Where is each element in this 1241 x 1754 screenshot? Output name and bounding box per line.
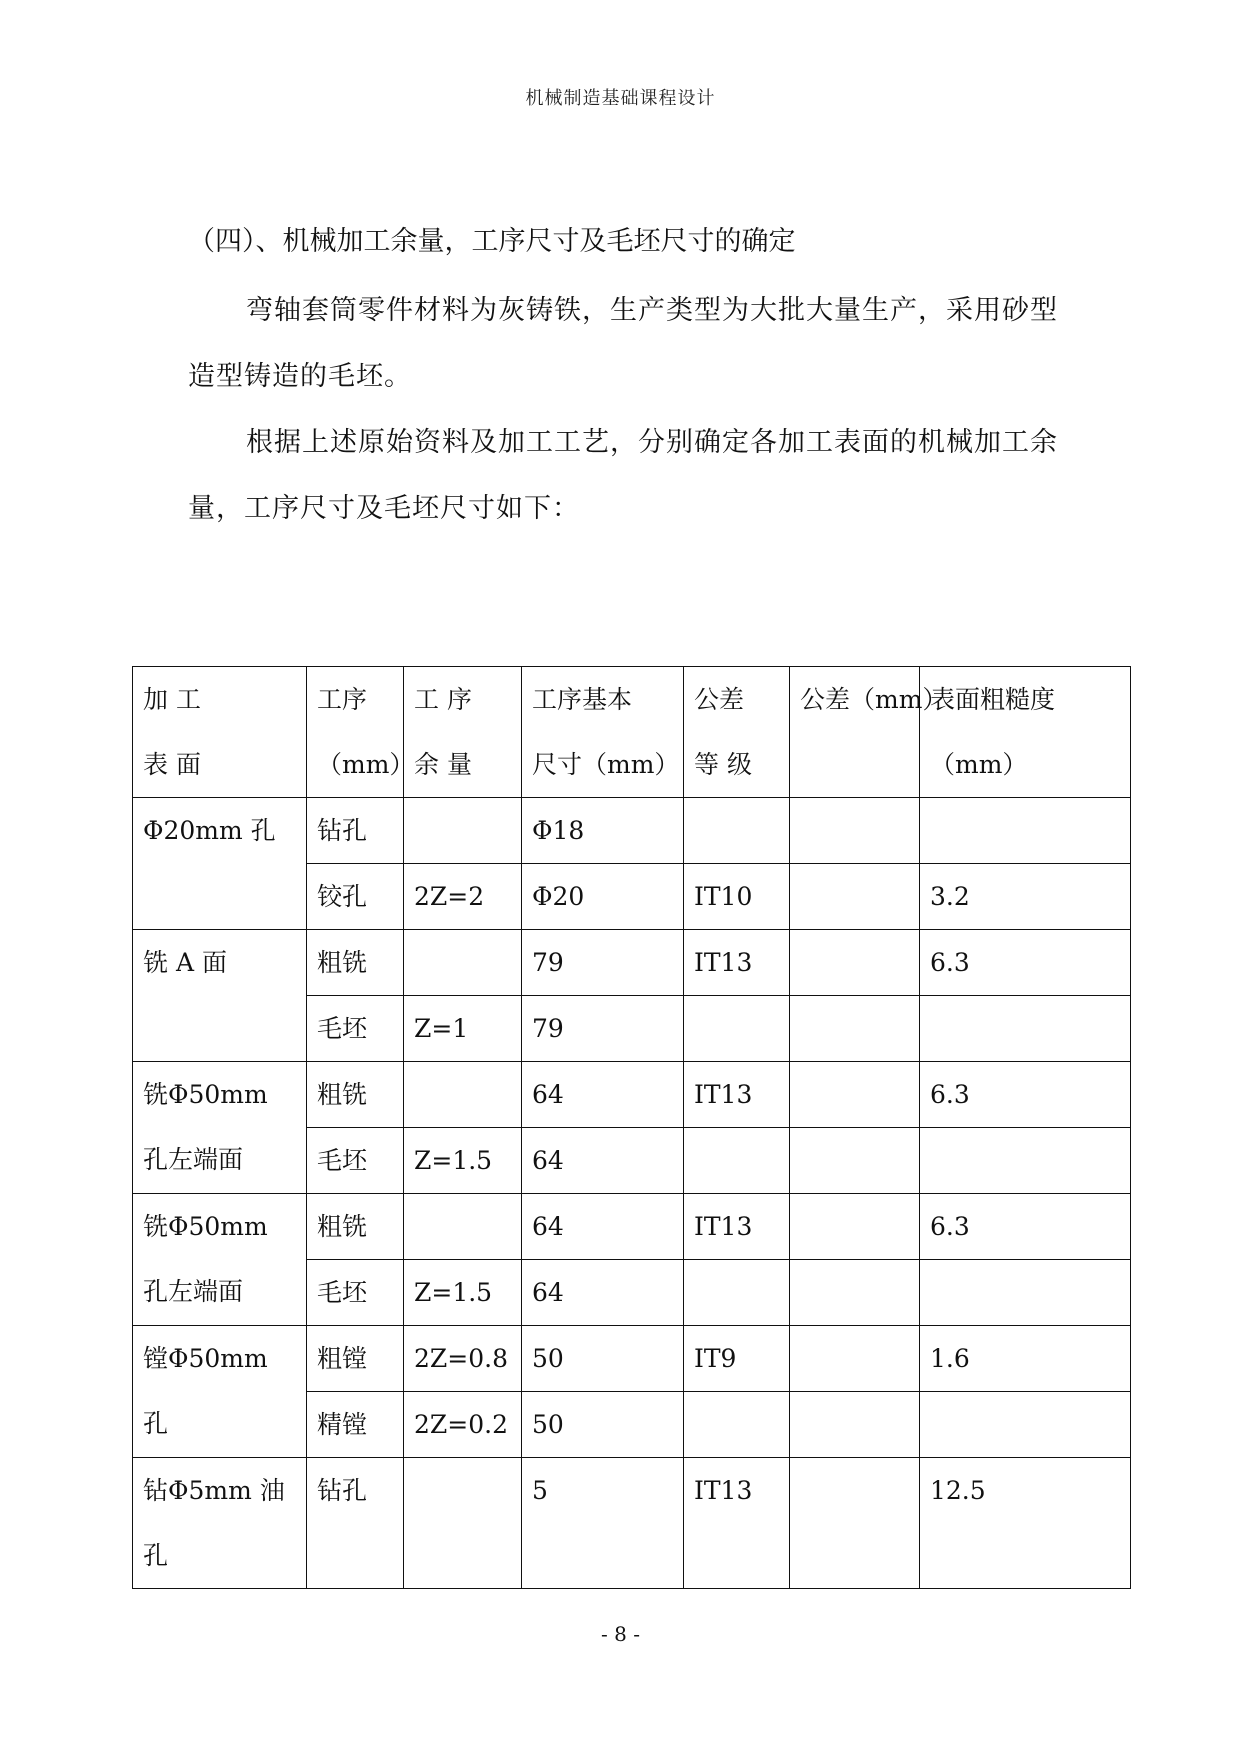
table-cell-text: 2Z=0.2 [414,1410,508,1439]
table-cell-text: IT13 [694,948,753,977]
table-cell-text: 64 [532,1080,564,1109]
table-cell-size [522,996,684,1062]
table-cell-text: 毛坯 [317,1278,368,1307]
table-cell-text: 5 [532,1476,548,1505]
table-cell-grade [684,1458,790,1589]
surface-cell [133,1062,307,1194]
table-cell-text: 毛坯 [317,1146,368,1175]
table-cell-text: 粗铣 [317,1212,368,1241]
table-cell-text: Z=1.5 [414,1278,493,1307]
table-cell-text: 2Z=2 [414,882,485,911]
table-cell-size [522,1326,684,1392]
table-cell-text: 钻孔 [317,816,368,845]
table-cell-text: 12.5 [930,1476,986,1505]
surface-cell [133,930,307,1062]
table-cell-text: 粗镗 [317,1344,368,1373]
table-cell-text: 2Z=0.8 [414,1344,508,1373]
surface-cell-text: 孔 [143,1541,169,1570]
table-header-cell-text: 工序基本 [532,685,633,714]
surface-cell-text: 孔左端面 [143,1145,244,1174]
table-cell-text: IT10 [694,882,753,911]
surface-cell-text: 铣 A 面 [143,948,227,977]
table-row [133,1062,1131,1128]
table-row [133,798,1131,864]
table-cell-roughness [920,1062,1131,1128]
page-header-title: 机械制造基础课程设计 [525,88,716,109]
table-cell-allowance [404,930,522,996]
table-cell-tolerance [790,1326,920,1392]
surface-cell [133,1458,307,1589]
surface-cell-text: 孔 [143,1409,169,1438]
table-cell-roughness [920,864,1131,930]
table-cell-grade [684,864,790,930]
table-header-cell-text: 工序 [317,685,368,714]
table-cell-roughness [920,1326,1131,1392]
table-cell-grade [684,1194,790,1260]
table-row [133,1326,1131,1392]
page-number: - 8 - [601,1622,640,1646]
table-cell-text: 6.3 [930,948,970,977]
table-cell-allowance [404,864,522,930]
table-cell-text: IT13 [694,1212,753,1241]
table-cell-text: 毛坯 [317,1014,368,1043]
table-header-cell [920,667,1131,798]
table-cell-roughness [920,1392,1131,1458]
body-paragraph: 根据上述原始资料及加工工艺，分别确定各加工表面的机械加工余量，工序尺寸及毛坯尺寸如下： [188,427,1058,524]
table-cell-text: IT13 [694,1080,753,1109]
table-header-cell-text: 工 序 [414,685,472,714]
table-cell-text: 精镗 [317,1410,368,1439]
table-cell-roughness [920,1194,1131,1260]
table-cell-process [307,1392,404,1458]
table-cell-roughness [920,798,1131,864]
table-cell-tolerance [790,1392,920,1458]
table-cell-grade [684,996,790,1062]
table-cell-process [307,864,404,930]
table-cell-tolerance [790,1062,920,1128]
machining-allowance-table [132,666,1131,1589]
table-cell-roughness [920,1128,1131,1194]
table-cell-tolerance [790,864,920,930]
table-cell-roughness [920,996,1131,1062]
table-cell-text: 粗铣 [317,948,368,977]
table-cell-text: Z=1 [414,1014,469,1043]
table-cell-tolerance [790,930,920,996]
table-cell-grade [684,1326,790,1392]
table-cell-process [307,1194,404,1260]
table-header-cell-text: 表 面 [143,750,201,779]
body-paragraph: 弯轴套筒零件材料为灰铸铁，生产类型为大批大量生产，采用砂型造型铸造的毛坯。 [188,295,1058,392]
table-cell-grade [684,1260,790,1326]
table-cell-text: 3.2 [930,882,970,911]
table-cell-allowance [404,1194,522,1260]
table-header-cell-text: 尺寸（mm） [532,750,680,779]
table-cell-text: 64 [532,1278,564,1307]
surface-cell-text: 镗Φ50mm [143,1344,268,1373]
table-cell-allowance [404,798,522,864]
table-header-cell-text: 余 量 [414,750,472,779]
table-cell-text: IT13 [694,1476,753,1505]
table-cell-grade [684,930,790,996]
table-cell-text: 6.3 [930,1080,970,1109]
surface-cell [133,1326,307,1458]
table-cell-allowance [404,1458,522,1589]
table-header-cell-text: 加 工 [143,685,201,714]
table-header-cell [404,667,522,798]
table-row [133,930,1131,996]
table-cell-grade [684,1128,790,1194]
surface-cell [133,1194,307,1326]
table-cell-text: 粗铣 [317,1080,368,1109]
table-row [133,1194,1131,1260]
table-cell-size [522,864,684,930]
section-heading: （四）、机械加工余量，工序尺寸及毛坯尺寸的确定 [188,226,796,257]
table-cell-text: Z=1.5 [414,1146,493,1175]
table-header-cell-text: （mm） [317,750,415,779]
table-cell-size [522,798,684,864]
table-header-cell-text: 等 级 [694,750,752,779]
table-cell-text: 79 [532,1014,564,1043]
table-cell-tolerance [790,1458,920,1589]
table-cell-text: 1.6 [930,1344,970,1373]
table-cell-tolerance [790,798,920,864]
table-header-cell [307,667,415,798]
table-row [133,1458,1131,1589]
table-cell-text: Φ18 [532,816,585,845]
table-cell-size [522,1128,684,1194]
surface-cell-text: 铣Φ50mm [143,1212,268,1241]
table-cell-size [522,1392,684,1458]
table-cell-text: 50 [532,1410,564,1439]
table-cell-size [522,1194,684,1260]
table-cell-tolerance [790,1194,920,1260]
surface-cell-text: Φ20mm 孔 [143,816,276,845]
table-cell-grade [684,1062,790,1128]
surface-cell-text: 铣Φ50mm [143,1080,268,1109]
table-header-cell [790,667,948,798]
table-header-cell-text: 公差 [694,685,745,714]
table-cell-allowance [404,996,522,1062]
table-cell-text: 64 [532,1212,564,1241]
table-cell-size [522,1458,684,1589]
table-cell-size [522,1260,684,1326]
surface-cell-text: 孔左端面 [143,1277,244,1306]
table-cell-allowance [404,1062,522,1128]
table-cell-process [307,798,404,864]
table-header-cell-text: （mm） [930,750,1028,779]
table-cell-tolerance [790,1128,920,1194]
table-cell-process [307,930,404,996]
surface-cell [133,798,307,930]
table-cell-grade [684,1392,790,1458]
table-header-cell-text: 公差（mm） [800,685,948,714]
surface-cell-text: 钻Φ5mm 油 [143,1476,285,1505]
table-cell-text: 64 [532,1146,564,1175]
table-cell-roughness [920,1260,1131,1326]
table-header-cell-text: 表面粗糙度 [930,685,1056,714]
table-cell-text: 50 [532,1344,564,1373]
table-cell-allowance [404,1260,522,1326]
table-cell-tolerance [790,1260,920,1326]
table-cell-process [307,1062,404,1128]
table-header-row [133,667,1131,798]
table-cell-allowance [404,1128,522,1194]
table-cell-allowance [404,1326,522,1392]
table-header-cell [133,667,307,798]
table-header-cell [522,667,684,798]
table-cell-grade [684,798,790,864]
table-cell-process [307,1260,404,1326]
table-cell-tolerance [790,996,920,1062]
table-cell-text: 6.3 [930,1212,970,1241]
table-cell-process [307,1128,404,1194]
table-cell-process [307,996,404,1062]
table-cell-text: 铰孔 [317,882,368,911]
table-cell-allowance [404,1392,522,1458]
table-cell-size [522,930,684,996]
table-cell-process [307,1458,404,1589]
table-cell-roughness [920,930,1131,996]
table-cell-text: IT9 [694,1344,737,1373]
table-header-cell [684,667,790,798]
table-cell-process [307,1326,404,1392]
table-cell-text: Φ20 [532,882,585,911]
table-cell-roughness [920,1458,1131,1589]
table-cell-text: 79 [532,948,564,977]
table-cell-text: 钻孔 [317,1476,368,1505]
table-cell-size [522,1062,684,1128]
